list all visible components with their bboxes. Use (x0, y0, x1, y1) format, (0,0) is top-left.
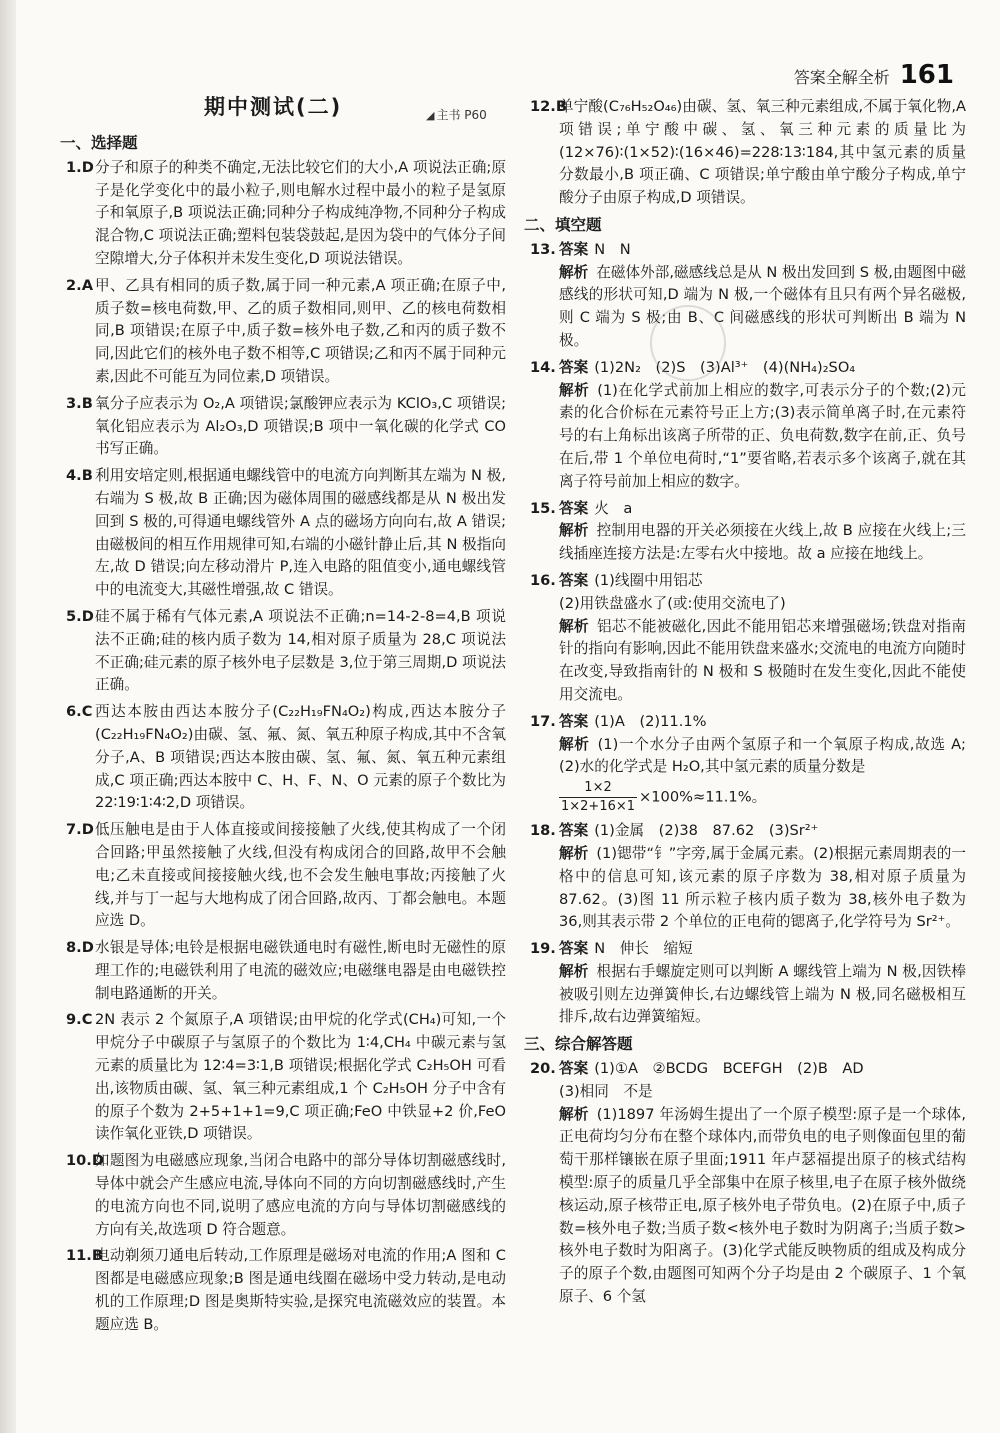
answer-label: 答案 (559, 358, 589, 376)
answer-item-7 (66, 819, 506, 933)
right-column (524, 96, 966, 1313)
answer-item-9 (66, 1009, 506, 1146)
item-number: 17. (530, 712, 556, 730)
answer-line (559, 357, 966, 380)
explanation-text: 控制用电器的开关必须接在火线上,故 B 应接在火线上;三线插座连接方法是:左零右火中接地。故 a 应接在地线上。 (559, 522, 966, 563)
item-number: 20. (530, 1060, 556, 1078)
fraction-denominator: 1×2+16×1 (561, 799, 636, 815)
item-number: 10.D (66, 1152, 104, 1170)
item-number: 12.B (530, 98, 567, 115)
explanation-label: 解析 (559, 617, 589, 635)
answer-label: 答案 (559, 712, 589, 730)
section-fill: 二、填空题 (524, 215, 602, 234)
answer-item-4 (66, 465, 506, 602)
answer-label: 答案 (559, 1060, 589, 1078)
faint-stamp-watermark (650, 305, 726, 381)
answer-label: 答案 (559, 822, 589, 840)
answer-line (559, 820, 966, 843)
answer-value: (1)金属 (2)38 87.62 (3)Sr²⁺ (594, 822, 819, 840)
explanation (559, 616, 966, 707)
explanation-label: 解析 (559, 735, 590, 753)
answer-item-19 (530, 938, 966, 1029)
explanation-label: 解析 (559, 844, 589, 862)
explanation-text: 在磁体外部,磁感线总是从 N 极出发回到 S 极,由题图中磁感线的形状可知,D 端为 N 极,一个磁体有且只有两个异名磁极,则 C 端为 S 极;由 B、C 间磁感线的形状可判断出 B 端为 N 极。 (559, 263, 966, 349)
answer-item-17 (530, 711, 966, 816)
answer-value: (1)线圈中用铝芯 (594, 571, 703, 589)
item-text: 单宁酸(C₇₆H₅₂O₄₆)由碳、氢、氧三种元素组成,不属于氧化物,A 项错误;单宁酸中碳、氢、氧三种元素的质量比为 (12×76)∶(1×52)∶(16×46)=228∶13∶184,其中氢元素的质量分数最小,B 项正确、C 项错误;单宁酸由单宁酸分子构成,单宁酸分子由原子构成,D 项错误。 (559, 98, 966, 207)
item-text: 分子和原子的种类不确定,无法比较它们的大小,A 项说法正确;原子是化学变化中的最小粒子,则电解水过程中最小的粒子是氢原子和氧原子,B 项说法正确;同种分子构成纯净物,不同种分子构成混合物,C 项说法正确;塑料包装袋鼓起,是因为袋中的气体分子间空隙增大,分子体积并未发生变化,D 项说法错误。 (95, 158, 506, 267)
item-text: 2N 表示 2 个氮原子,A 项错误;由甲烷的化学式(CH₄)可知,一个甲烷分子中碳原子与氢原子的个数比为 1∶4,CH₄ 中碳元素与氢元素的质量比为 12∶4=3∶1,B 项错误;根据化学式 C₂H₅OH 可看出,该物质由碳、氢、氧三种元素组成,1 个 C₂H₅OH 分子中含有的原子个数为 2+5+1+1=9,C 项正确;FeO 中铁显+2 价,FeO 读作氧化亚铁,D 项错误。 (95, 1011, 506, 1143)
item-number: 18. (530, 822, 556, 840)
header-label: 答案全解全析 (793, 68, 890, 87)
answer-value: (1)①A ②BCDG BCEFGH (2)B AD (594, 1060, 864, 1078)
explanation-text: (1)锶带“钅”字旁,属于金属元素。(2)根据元素周期表的一格中的信息可知,该元素的原子序数为 38,相对原子质量为 87.62。(3)图 11 所示粒子核内质子数为 38,核外电子数为 36,则其表示带 2 个单位的正电荷的锶离子,化学符号为 Sr²⁺。 (559, 844, 966, 931)
fraction-tail: ×100%≈11.1%。 (639, 788, 767, 806)
answer-line (559, 570, 966, 593)
answer-value: N 伸长 缩短 (594, 940, 693, 958)
page-header (794, 60, 954, 90)
answer-line (559, 711, 966, 734)
explanation-label: 解析 (559, 381, 590, 399)
answer-item-16 (530, 570, 966, 707)
item-number: 8.D (66, 939, 94, 957)
answer-label: 答案 (559, 571, 589, 589)
item-text: 水银是导体;电铃是根据电磁铁通电时有磁性,断电时无磁性的原理工作的;电磁铁利用了电流的磁效应;电磁继电器是由电磁铁控制电路通断的开关。 (95, 939, 506, 1002)
explanation-text: 根据右手螺旋定则可以判断 A 螺线管上端为 N 极,因铁棒被吸引则左边弹簧伸长,右边螺线管上端为 N 极,同名磁极相互排斥,故右边弹簧缩短。 (559, 962, 966, 1026)
answer-item-20 (530, 1058, 966, 1309)
answer-item-15 (530, 498, 966, 566)
explanation-text: (1)1897 年汤姆生提出了一个原子模型:原子是一个球体,正电荷均匀分布在整个球体内,而带负电的电子则像面包里的葡萄干那样镶嵌在原子里面;1911 年卢瑟福提出原子的核式结构模型:原子的质量几乎全部集中在原子核里,电子在原子核外做绕核运动,原子核带正电,原子核外电子带负电。(2)在原子中,质子数=核外电子数;当质子数<核外电子数时为阴离子;当质子数>核外电子数时为阳离子。(3)化学式能反映物质的组成及构成分子的原子个数,由题图可知两个分子均是由 2 个碳原子、1 个氧原子、6 个氢 (559, 1105, 966, 1306)
explanation (559, 961, 966, 1029)
explanation (559, 262, 966, 353)
item-number: 6.C (66, 703, 93, 721)
item-number: 3.B (66, 394, 93, 412)
item-number: 5.D (66, 607, 94, 625)
item-number: 15. (530, 499, 556, 517)
explanation-text: (1)一个水分子由两个氢原子和一个氧原子构成,故选 A;(2)水的化学式是 H₂O,其中氢元素的质量分数是 (559, 735, 966, 776)
item-text: 如题图为电磁感应现象,当闭合电路中的部分导体切割磁感线时,导体中就会产生感应电流,导体向不同的方向切割磁感线时,产生的电流方向也不同,说明了感应电流的方向与导体切割磁感线的方向有关,故选项 D 符合题意。 (95, 1152, 506, 1238)
answer-label: 答案 (559, 499, 589, 517)
title-row (66, 96, 506, 130)
item-number: 16. (530, 571, 556, 589)
item-text: 氧分子应表示为 O₂,A 项错误;氯酸钾应表示为 KClO₃,C 项错误;氧化铝应表示为 Al₂O₃,D 项错误;B 项中一氧化碳的化学式 CO 书写正确。 (95, 394, 506, 458)
page-title: 期中测试(二) (204, 95, 343, 119)
explanation (559, 520, 966, 566)
fraction (559, 779, 637, 816)
answer-item-3 (66, 393, 506, 461)
page-number: 161 (899, 60, 954, 90)
item-text: 电动剃须刀通电后转动,工作原理是磁场对电流的作用;A 图和 C 图都是电磁感应现象;B 图是通电线圈在磁场中受力转动,是电动机的工作原理;D 图是奥斯特实验,是探究电流磁效应的装置。本题应选 B。 (95, 1247, 506, 1333)
answer-item-5 (66, 606, 506, 697)
section-choice: 一、选择题 (60, 134, 138, 152)
answer-value: 火 a (594, 499, 633, 517)
book-spine-shadow (0, 0, 16, 1433)
answer-item-18 (530, 820, 966, 934)
item-text: 低压触电是由于人体直接或间接接触了火线,使其构成了一个闭合回路;甲虽然接触了火线,但没有构成闭合的回路,故甲不会触电;乙未直接或间接接触火线,也不会发生触电事故;丙接触了火线,并与丁一起与大地构成了闭合回路,故丙、丁都会触电。本题应选 D。 (95, 821, 506, 930)
item-number: 13. (530, 240, 556, 258)
explanation (559, 734, 966, 780)
answer-value-2: (2)用铁盘盛水了(或:使用交流电了) (559, 594, 786, 612)
item-number: 14. (530, 358, 556, 376)
answer-item-11 (66, 1245, 506, 1336)
item-text: 利用安培定则,根据通电螺线管中的电流方向判断其左端为 N 极,右端为 S 极,故 B 正确;因为磁体周围的磁感线都是从 N 极出发回到 S 极的,可得通电螺线管外 A 点的磁场方向向右,故 A 错误;由磁极间的相互作用规律可知,右端的小磁针静止后,其 N 极指向左,故 D 错误;向左移动滑片 P,连入电路的阻值变小,通电螺线管中的电流变大,其磁性增强,故 C 错误。 (95, 467, 506, 599)
answer-value-2: (3)相同 不是 (559, 1082, 653, 1100)
book-reference-text: 主书 P60 (436, 108, 487, 122)
item-text: 甲、乙具有相同的质子数,属于同一种元素,A 项正确;在原子中,质子数=核电荷数,甲、乙的质子数相同,则甲、乙的核电荷数相同,B 项错误;在原子中,质子数=核外电子数,乙和丙的质子数不同,因此它们的核外电子数不相等,C 项错误;乙和丙不属于同种元素,因此不可能互为同位素,D 项错误。 (95, 276, 506, 385)
answer-value: (1)2N₂ (2)S (3)Al³⁺ (4)(NH₄)₂SO₄ (594, 358, 856, 376)
book-reference (426, 104, 487, 128)
item-number: 1.D (66, 158, 94, 176)
answer-line (559, 1058, 966, 1081)
answer-item-6 (66, 701, 506, 815)
explanation-text: (1)在化学式前加上相应的数字,可表示分子的个数;(2)元素的化合价标在元素符号正上方;(3)表示简单离子时,在元素符号的右上角标出该离子所带的正、负电荷数,数字在前,正、负号在后,带 1 个单位电荷时,“1”要省略,若表示多个该离子,就在其离子符号前加上相应的数字。 (559, 381, 966, 490)
explanation (559, 843, 966, 934)
answer-line (559, 239, 966, 262)
answer-value: (1)A (2)11.1% (594, 712, 707, 730)
item-number: 7.D (66, 821, 94, 839)
answer-item-8 (66, 937, 506, 1005)
item-number: 19. (530, 940, 556, 958)
fraction-numerator: 1×2 (559, 779, 637, 798)
item-text: 西达本胺由西达本胺分子(C₂₂H₁₉FN₄O₂)构成,西达本胺分子(C₂₂H₁₉FN₄O₂)由碳、氢、氟、氮、氧五种原子构成,其中不含氧分子,A、B 项错误;西达本胺由碳、氢、氟、氮、氧五种元素组成,C 项正确;西达本胺中 C、H、F、N、O 元素的原子个数比为 22∶19∶1∶4∶2,D 项错误。 (95, 703, 506, 812)
answer-value: N N (594, 240, 631, 258)
answer-item-14 (530, 357, 966, 494)
answer-label: 答案 (559, 940, 589, 958)
explanation-label: 解析 (559, 263, 589, 281)
send-arrow-icon: ◢ (426, 109, 435, 122)
answer-line (559, 498, 966, 521)
item-number: 9.C (66, 1011, 93, 1029)
item-number: 2.A (66, 276, 93, 294)
left-column (60, 95, 506, 1341)
item-number: 11.B (66, 1247, 103, 1265)
answer-label: 答案 (559, 240, 589, 258)
item-text: 硅不属于稀有气体元素,A 项说法不正确;n=14-2-8=4,B 项说法不正确;硅的核内质子数为 14,相对原子质量为 28,C 项说法不正确;硅元素的原子核外电子层数是 3,位于第三周期,D 项说法正确。 (95, 607, 506, 694)
explanation (559, 380, 966, 494)
section-comprehensive: 三、综合解答题 (524, 1035, 633, 1054)
item-number: 4.B (66, 467, 93, 485)
explanation-label: 解析 (559, 1105, 589, 1123)
answer-item-13 (530, 239, 966, 353)
explanation (559, 1104, 966, 1309)
answer-item-1 (66, 157, 506, 271)
fraction-line (559, 779, 966, 816)
answer-item-12 (530, 96, 966, 210)
answer-line (559, 938, 966, 961)
explanation-label: 解析 (559, 962, 589, 980)
answer-item-2 (66, 275, 506, 389)
explanation-text: 铝芯不能被磁化,因此不能用铝芯来增强磁场;铁盘对指南针的指向有影响,因此不能用铁盘来盛水;交流电的电流方向随时在改变,导致指南针的 N 极和 S 极随时在发生变化,因此不能使用交流电。 (559, 617, 966, 703)
explanation-label: 解析 (559, 522, 589, 540)
answer-item-10 (66, 1150, 506, 1241)
